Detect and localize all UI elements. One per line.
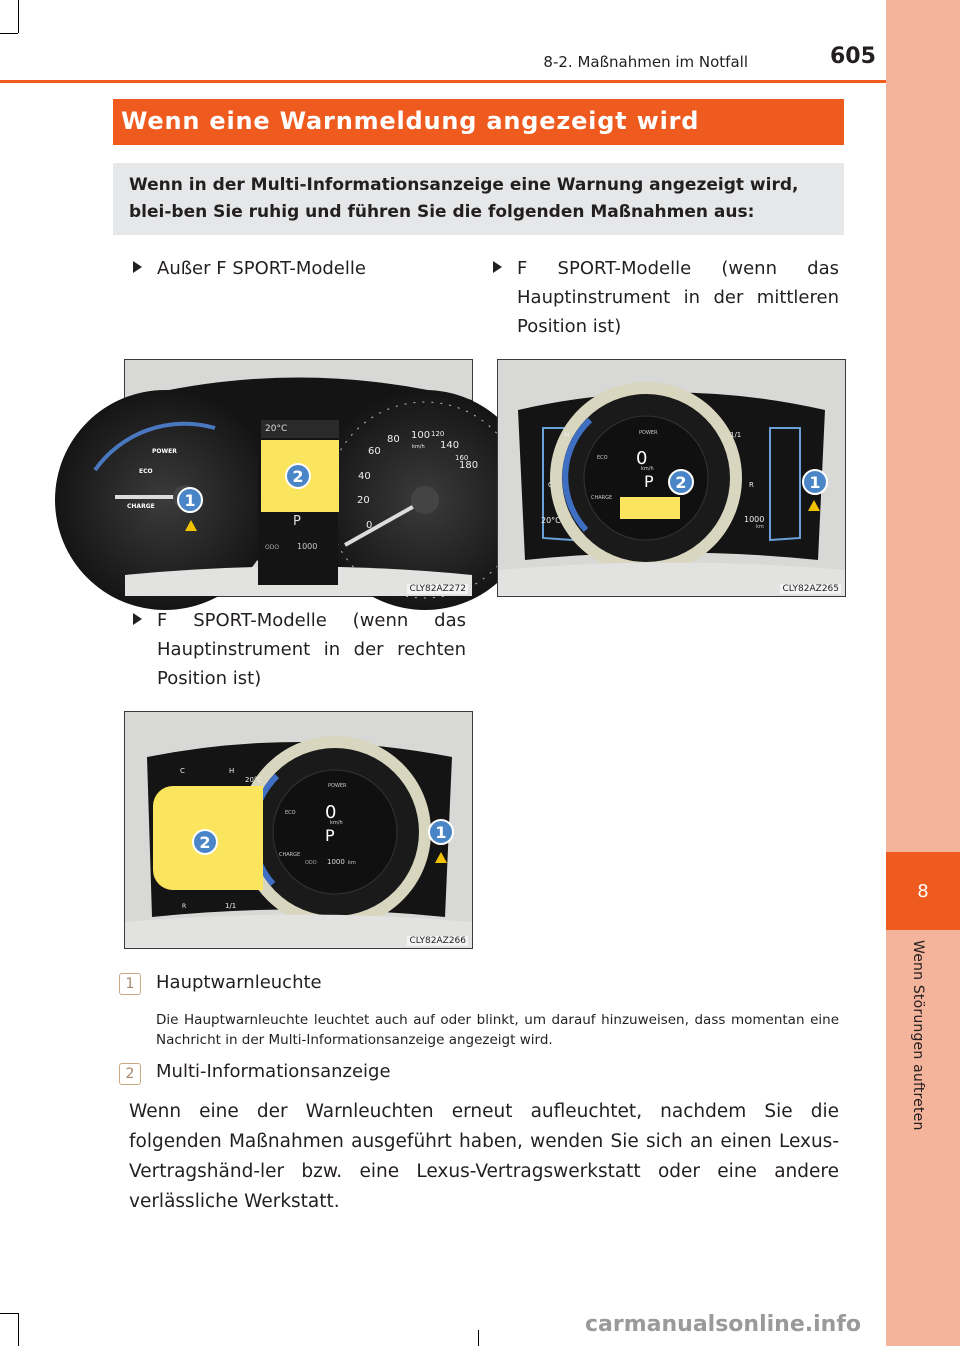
speed-tick: 140 [440,440,460,451]
odo-value: 1000 [327,858,345,866]
odo-unit: km [348,860,356,866]
callout-2-marker: 2 [192,829,218,855]
figure-code: CLY82AZ265 [782,584,839,594]
speed-unit: km/h [641,466,654,472]
item-1-title: Hauptwarnleuchte [156,972,322,993]
chapter-label: Wenn Störungen auftreten [910,940,926,1131]
speed-tick: 80 [387,434,400,445]
figure-caption-2 [493,254,839,344]
callout-1-marker: 1 [802,469,828,495]
chapter-number-tab[interactable]: 8 [886,852,960,930]
item-2-title: Multi-Informationsanzeige [156,1061,391,1082]
gauge-label-eco: ECO [597,455,608,461]
gauge-label-power: POWER [639,430,658,436]
warning-triangle-icon [808,500,820,511]
odo-label: ODO [265,544,280,551]
gauge-label-charge: CHARGE [279,852,301,858]
multi-information-display [620,497,680,519]
callout-1-marker: 1 [177,487,203,513]
odo-unit: km [756,524,764,530]
section-title: Wenn eine Warnmeldung angezeigt wird [121,107,700,135]
gauge-label-eco: ECO [285,810,296,816]
temp-high-label: H [229,767,235,775]
speed-tick: 40 [358,471,371,482]
body-paragraph: Wenn eine der Warnleuchten erneut aufleuchtet, nachdem Sie die folgenden Maßnahmen ausgeführt haben, wenden Sie sich an einen Lexus-Vertragshänd-ler bzw. eine Lexus-Vertragswerkstatt oder eine andere verlässliche Werkstatt. [129,1101,839,1212]
figure-code: CLY82AZ266 [409,936,466,946]
callout-2-marker: 2 [285,463,311,489]
odo-value: 1000 [744,515,765,524]
header-section-title: 8-2. Maßnahmen im Notfall [543,53,748,71]
speed-tick: 20 [357,495,370,506]
temp-cold-label: C [180,767,185,775]
caption-bullet-icon [133,261,142,273]
figure-caption-3 [133,606,466,696]
figure-cluster-fsport-right [124,711,473,949]
gear-indicator: P [293,514,301,529]
watermark-text: carmanualsonline.info [585,1312,861,1337]
temperature-readout: 20°C [541,516,561,525]
speed-tick: 160 [455,454,469,462]
item-1-description: Die Hauptwarnleuchte leuchtet auch auf oder blinkt, um darauf hinzuweisen, dass momentan eine Nachricht in der Multi-Informationsanzeige angezeigt wird. [156,1012,839,1048]
gauge-label-power: POWER [152,448,177,455]
temperature-readout: 20°C [261,420,339,438]
caption-bullet-icon [493,261,502,273]
speed-value: 0 [636,448,648,469]
warning-triangle-icon [185,520,197,531]
figure-caption-1 [133,254,468,284]
fuel-full-label: 1/1 [225,902,237,910]
caption-text: F SPORT-Modelle (wenn das Hauptinstrument in der rechten Position ist) [157,610,466,689]
gauge-label-charge: CHARGE [127,503,155,510]
page-number: 605 [830,44,876,69]
intro-text: Wenn in der Multi-Informationsanzeige eine Warnung angezeigt wird, blei-ben Sie ruhig und führen Sie die folgenden Maßnahmen aus: [129,175,799,222]
header-rule [0,80,886,83]
caption-text: F SPORT-Modelle (wenn das Hauptinstrument in der mittleren Position ist) [517,258,839,337]
speed-unit: km/h [412,444,425,450]
item-1-badge: 1 [119,973,141,995]
speed-tick: 120 [431,430,445,438]
temp-cold-label: C [548,481,553,489]
fuel-reserve-label: R [749,481,754,489]
speed-tick: 0 [366,520,373,531]
warning-triangle-icon [435,852,447,863]
fuel-full-label: 1/1 [730,431,742,439]
callout-2-marker: 2 [668,469,694,495]
speed-value: 0 [325,802,337,823]
gear-indicator: P [325,826,335,845]
gauge-label-eco: ECO [139,468,153,475]
speed-tick: 100 [411,430,431,441]
caption-text: Außer F SPORT-Modelle [157,258,366,279]
speed-unit: km/h [330,820,343,826]
gauge-label-charge: CHARGE [591,495,613,501]
figure-cluster-standard [124,359,479,597]
odo-value: 1000 [297,542,318,551]
fuel-reserve-label: R [182,903,187,910]
intro-box [113,163,844,235]
speed-tick: 180 [459,460,479,471]
gear-indicator: P [644,472,654,491]
figure-cluster-fsport-middle [497,359,846,597]
speed-tick: 60 [368,446,381,457]
temperature-readout: 20°C [245,776,263,784]
temp-high-label: H [564,431,570,439]
figure-code: CLY82AZ272 [409,584,466,594]
caption-bullet-icon [133,613,142,625]
callout-1-marker: 1 [428,819,454,845]
section-title-bar [113,99,844,145]
gauge-label-power: POWER [328,783,347,789]
odo-label: ODO [305,860,317,866]
item-2-badge: 2 [119,1063,141,1085]
